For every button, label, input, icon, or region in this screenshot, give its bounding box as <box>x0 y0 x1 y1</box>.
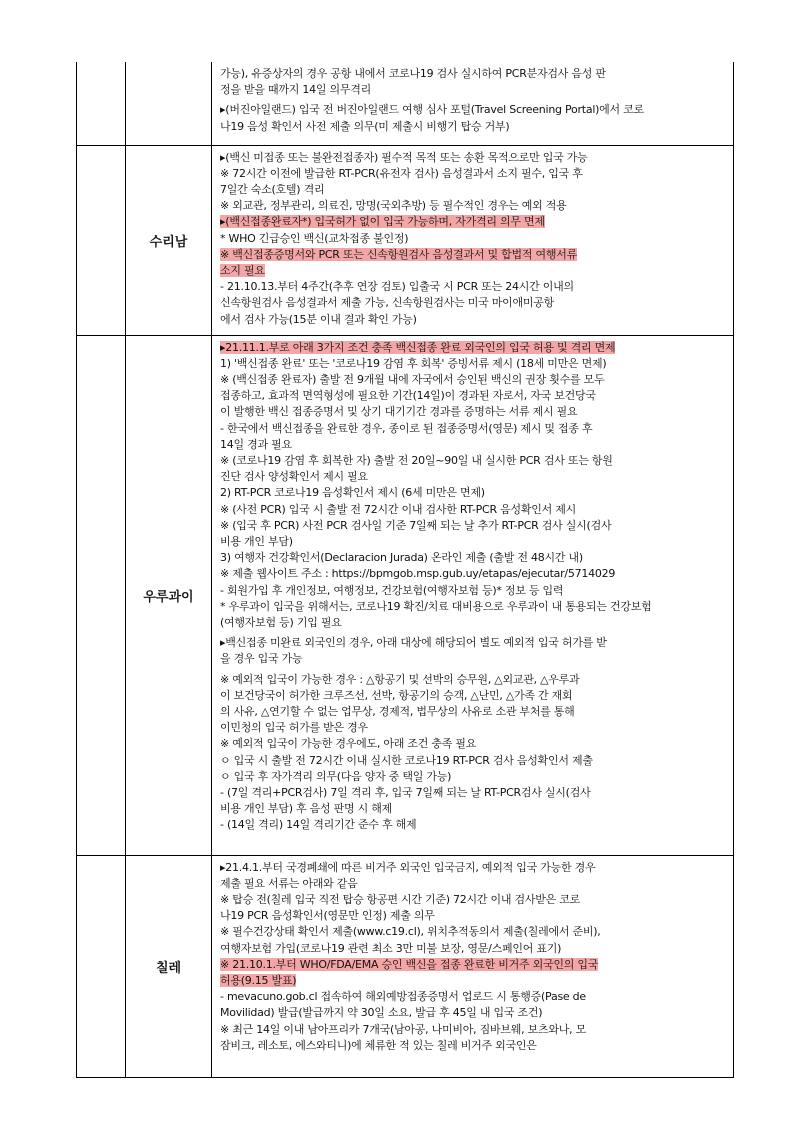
country-row <box>77 145 734 335</box>
detail-line: 7일간 숙소(호텔) 격리 <box>220 182 325 196</box>
country-name: 우루과이 <box>126 335 212 855</box>
detail-line: 나19 음성 확인서 사전 제출 의무(미 제출시 비행기 탑승 거부) <box>220 119 510 133</box>
detail-line: - 회원가입 후 개인정보, 여행정보, 건강보험(여행자보험 등)* 정보 등 입력 <box>220 583 564 597</box>
detail-line: 이 발행한 백신 접종증명서 및 상기 대기기간 경과를 증명하는 서류 제시 필요 <box>220 405 578 419</box>
detail-line: 접종하고, 효과적 면역형성에 필요한 기간(14일)이 경과된 자로서, 자국 보건당국 <box>220 389 596 403</box>
detail-line: 잠비크, 레소토, 에스와티니)에 체류한 적 있는 칠레 비거주 외국인은 <box>220 1038 537 1052</box>
country-row <box>77 335 734 855</box>
detail-line: ※ 최근 14일 이내 남아프리카 7개국(남아공, 나미비아, 짐바브웨, 보츠와나, 모 <box>220 1022 586 1036</box>
country-name: 칠레 <box>126 855 212 1077</box>
country-row <box>77 62 734 145</box>
entry-details <box>212 855 734 1077</box>
country-name: 수리남 <box>126 145 212 335</box>
detail-line: 비용 개인 부담) 후 음성 판명 시 해제 <box>220 802 393 816</box>
highlighted-text: 소지 필요 <box>220 263 265 277</box>
detail-line: 의 사유, △연기할 수 없는 업무상, 경제적, 법무상의 사유로 소관 부처를 통해 <box>220 704 575 718</box>
detail-line: - mevacuno.gob.cl 접속하여 해외예방접종증명서 업로드 시 통행증(Pase de <box>220 990 586 1004</box>
detail-line: ※ (사전 PCR) 입국 시 출발 전 72시간 이내 검사한 RT-PCR 음성확인서 제시 <box>220 502 576 516</box>
entry-details <box>212 145 734 335</box>
detail-line: ※ 예외적 입국이 가능한 경우 : △항공기 및 선박의 승무원, △외교관, △우루과 <box>220 672 580 686</box>
detail-line: - (7일 격리+PCR검사) 7일 격리 후, 입국 7일째 되는 날 RT-PCR검사 실시(검사 <box>220 785 591 799</box>
blank-cell <box>77 145 126 335</box>
detail-line: ※ (백신접종 완료자) 출발 전 9개월 내에 자국에서 승인된 백신의 권장 횟수를 모두 <box>220 372 605 386</box>
detail-line <box>220 214 727 230</box>
detail-line: ※ 72시간 이전에 발급한 RT-PCR(유전자 검사) 음성결과서 소지 필수, 입국 후 <box>220 166 583 180</box>
entry-details <box>212 62 734 145</box>
detail-line: - 한국에서 백신접종을 완료한 경우, 종이로 된 접종증명서(영문) 제시 및 접종 후 <box>220 421 593 435</box>
detail-line: 비용 개인 부담) <box>220 534 293 548</box>
detail-line: ▸(버진아일랜드) 입국 전 버진아일랜드 여행 심사 포털(Travel Screening Portal)에서 코로 <box>220 103 644 117</box>
detail-line: 여행자보험 가입(코로나19 관련 최소 3만 미불 보장, 영문/스페인어 표기) <box>220 941 562 955</box>
highlighted-text: 허용(9.15 발표) <box>220 973 297 987</box>
detail-line <box>220 247 727 263</box>
detail-line: 신속항원검사 음성결과서 제출 가능, 신속항원검사는 미국 마이애미공항 <box>220 296 555 310</box>
detail-line: 이 보건당국이 허가한 크루즈선, 선박, 항공기의 승객, △난민, △가족 간 재회 <box>220 688 573 702</box>
detail-line <box>220 973 727 989</box>
highlighted-text: ※ 백신접종증명서와 PCR 또는 신속항원검사 음성결과서 및 합법적 여행서류 <box>220 247 578 261</box>
detail-line: 가능), 유증상자의 경우 공항 내에서 코로나19 검사 실시하여 PCR분자검사 음성 판 <box>220 67 606 80</box>
detail-line: - (14일 격리) 14일 격리기간 준수 후 해제 <box>220 818 417 832</box>
detail-line: ▸(백신 미접종 또는 불완전접종자) 필수적 목적 또는 송환 목적으로만 입국 가능 <box>220 150 588 164</box>
detail-line: ※ 외교관, 정부관리, 의료진, 망명(국외추방) 등 필수적인 경우는 예외 적용 <box>220 199 567 213</box>
detail-line <box>220 263 727 279</box>
detail-line: ㅇ 입국 후 자가격리 의무(다음 양자 중 택일 가능) <box>220 769 452 783</box>
detail-line: ※ (입국 후 PCR) 사전 PCR 검사일 기준 7일째 되는 날 추가 RT-PCR 검사 실시(검사 <box>220 518 612 532</box>
detail-line: 제출 필요 서류는 아래와 같음 <box>220 876 358 890</box>
detail-line: ※ 제출 웹사이트 주소 : https://bpmgob.msp.gub.uy/etapas/ejecutar/5714029 <box>220 567 616 581</box>
blank-cell <box>77 335 126 855</box>
detail-line: - 21.10.13.부터 4주간(추후 연장 검토) 입출국 시 PCR 또는 24시간 이내의 <box>220 280 574 294</box>
highlighted-text: ▸21.11.1.부로 아래 3가지 조건 충족 백신접종 완료 외국인의 입국 허용 및 격리 면제 <box>220 340 616 354</box>
detail-line: ※ (코로나19 감염 후 회복한 자) 출발 전 20일~90일 내 실시한 PCR 검사 또는 항원 <box>220 453 613 467</box>
detail-line: ㅇ 입국 시 출발 전 72시간 이내 실시한 코로나19 RT-PCR 검사 음성확인서 제출 <box>220 753 593 767</box>
detail-line: ▸백신접종 미완료 외국인의 경우, 아래 대상에 해당되어 별도 예외적 입국 허가를 받 <box>220 636 607 650</box>
detail-line: 에서 검사 가능(15분 이내 결과 확인 가능) <box>220 312 417 326</box>
detail-line: ※ 필수건강상태 확인서 제출(www.c19.cl), 위치추적동의서 제출(칠레에서 준비), <box>220 925 601 939</box>
detail-line <box>220 957 727 973</box>
highlighted-text: ※ 21.10.1.부터 WHO/FDA/EMA 승인 백신을 접종 완료한 비거주 외국인의 입국 <box>220 957 599 971</box>
detail-line: ※ 예외적 입국이 가능한 경우에도, 아래 조건 충족 필요 <box>220 737 477 751</box>
detail-line: Movilidad) 발급(발급까지 약 30일 소요, 발급 후 45일 내 입국 조건) <box>220 1006 543 1020</box>
blank-cell <box>77 62 126 145</box>
detail-line: 을 경우 입국 가능 <box>220 652 303 666</box>
detail-line: 나19 PCR 음성확인서(영문만 인정) 제출 의무 <box>220 909 435 923</box>
detail-line: ※ 탑승 전(칠레 입국 직전 탑승 항공편 시간 기준) 72시간 이내 검사받은 코로 <box>220 892 581 906</box>
country-row <box>77 855 734 1077</box>
country-name <box>126 62 212 145</box>
detail-line: 3) 여행자 건강확인서(Declaracion Jurada) 온라인 제출 (출발 전 48시간 내) <box>220 551 583 565</box>
detail-line: 정을 받을 때까지 14일 의무격리 <box>220 83 371 97</box>
detail-line: * WHO 긴급승인 백신(교차접종 불인정) <box>220 231 409 245</box>
detail-line: 2) RT-PCR 코로나19 음성확인서 제시 (6세 미만은 면제) <box>220 486 485 500</box>
detail-line: 이민청의 입국 허가를 받은 경우 <box>220 721 368 735</box>
entry-details <box>212 335 734 855</box>
detail-line: 1) '백신접종 완료' 또는 '코로나19 감염 후 회복' 증빙서류 제시 (18세 미만은 면제) <box>220 356 607 370</box>
detail-line: (여행자보험 등) 기입 필요 <box>220 615 342 629</box>
detail-line: * 우루과이 입국을 위해서는, 코로나19 확진/치료 대비용으로 우루과이 내 통용되는 건강보험 <box>220 599 652 613</box>
blank-cell <box>77 855 126 1077</box>
detail-line: 진단 검사 양성확인서 제시 필요 <box>220 470 368 484</box>
country-entry-table <box>76 62 734 1078</box>
detail-line: 14일 경과 필요 <box>220 437 292 451</box>
highlighted-text: ▸(백신접종완료자*) 입국허가 없이 입국 가능하며, 자가격리 의무 면제 <box>220 215 545 229</box>
detail-line <box>220 340 727 356</box>
detail-line: ▸21.4.1.부터 국경폐쇄에 따른 비거주 외국인 입국금지, 예외적 입국 가능한 경우 <box>220 860 596 874</box>
